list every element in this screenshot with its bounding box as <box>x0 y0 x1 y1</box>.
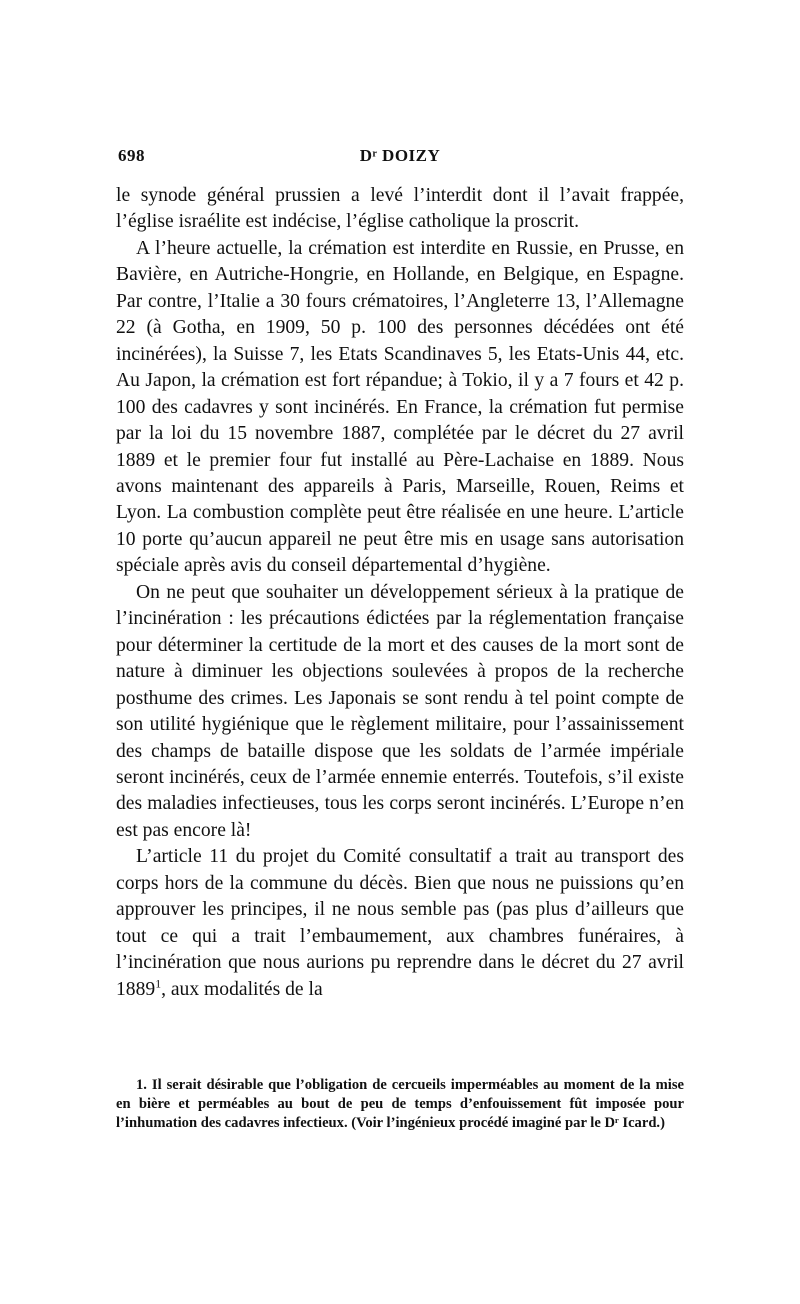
paragraph-2: A l’heure actuelle, la crémation est interdite en Russie, en Prusse, en Bavière, en Autriche-Hongrie, en Hollande, en Belgique, en Espagne. Par contre, l’Italie a 30 fours crématoires, l’Angleterre 13, l’Allemagne 22 (à Gotha, en 1909, 50 p. 100 des personnes décédées ont été incinérées), la Suisse 7, les Etats Scandinaves 5, les Etats-Unis 44, etc. Au Japon, la crémation est fort répandue; à Tokio, il y a 7 fours et 42 p. 100 des cadavres y sont incinérés. En France, la crémation fut permise par la loi du 15 novembre 1887, complétée par le décret du 27 avril 1889 et le premier four fut installé au Père-Lachaise en 1889. Nous avons maintenant des appareils à Paris, Marseille, Rouen, Reims et Lyon. La combustion complète peut être réalisée en une heure. L’article 10 porte qu’aucun appareil ne peut être mis en usage sans autorisation spéciale après avis du conseil départemental d’hygiène. <box>116 237 684 577</box>
footnote-reference[interactable]: 1 <box>155 977 162 991</box>
paragraph-3: On ne peut que souhaiter un développement sérieux à la pratique de l’incinération : les précautions édictées par la réglementation française pour déterminer la certitude de la mort et des causes de la mort sont de nature à diminuer les objections soulevées à propos de la recherche posthume des crimes. Les Japonais se sont rendu à tel point compte de son utilité hygiénique que le règlement militaire, pour l’assainissement des champs de bataille dispose que les soldats de l’armée impériale seront incinérés, ceux de l’armée ennemie enterrés. Toutefois, s’il existe des maladies infectieuses, tous les corps seront incinérés. L’Europe n’en est pas encore là! <box>116 581 684 841</box>
paragraph-4-text: L’article 11 du projet du Comité consultatif a trait au transport des corps hors de la commune du décès. Bien que nous ne puissions qu’en approuver les principes, il ne nous semble pas (pas plus d’ailleurs que tout ce qui a trait l’embaumement, aux chambres funéraires, à l’incinération que nous aurions pu reprendre dans le décret du 27 avril 1889 <box>116 846 684 1000</box>
page-number: 698 <box>118 146 145 165</box>
footnote <box>116 1076 684 1133</box>
paragraph-1: le synode général prussien a levé l’interdit dont il l’avait frappée, l’église israélite est indécise, l’église catholique la proscrit. <box>116 185 684 233</box>
paragraph-4-continuation: , aux modalités de la <box>161 978 323 1000</box>
paragraph-4 <box>116 844 684 1003</box>
body-text <box>116 183 684 1003</box>
footnote-text: 1. Il serait désirable que l’obligation de cercueils imperméables au moment de la mise en bière et perméables au bout de peu de temps d’enfouissement fût imposée pour l’inhumation des cadavres infectieux. (Voir l’ingénieux procédé imaginé par le Dʳ Icard.) <box>116 1077 684 1131</box>
running-head: Dʳ DOIZY <box>359 146 441 165</box>
